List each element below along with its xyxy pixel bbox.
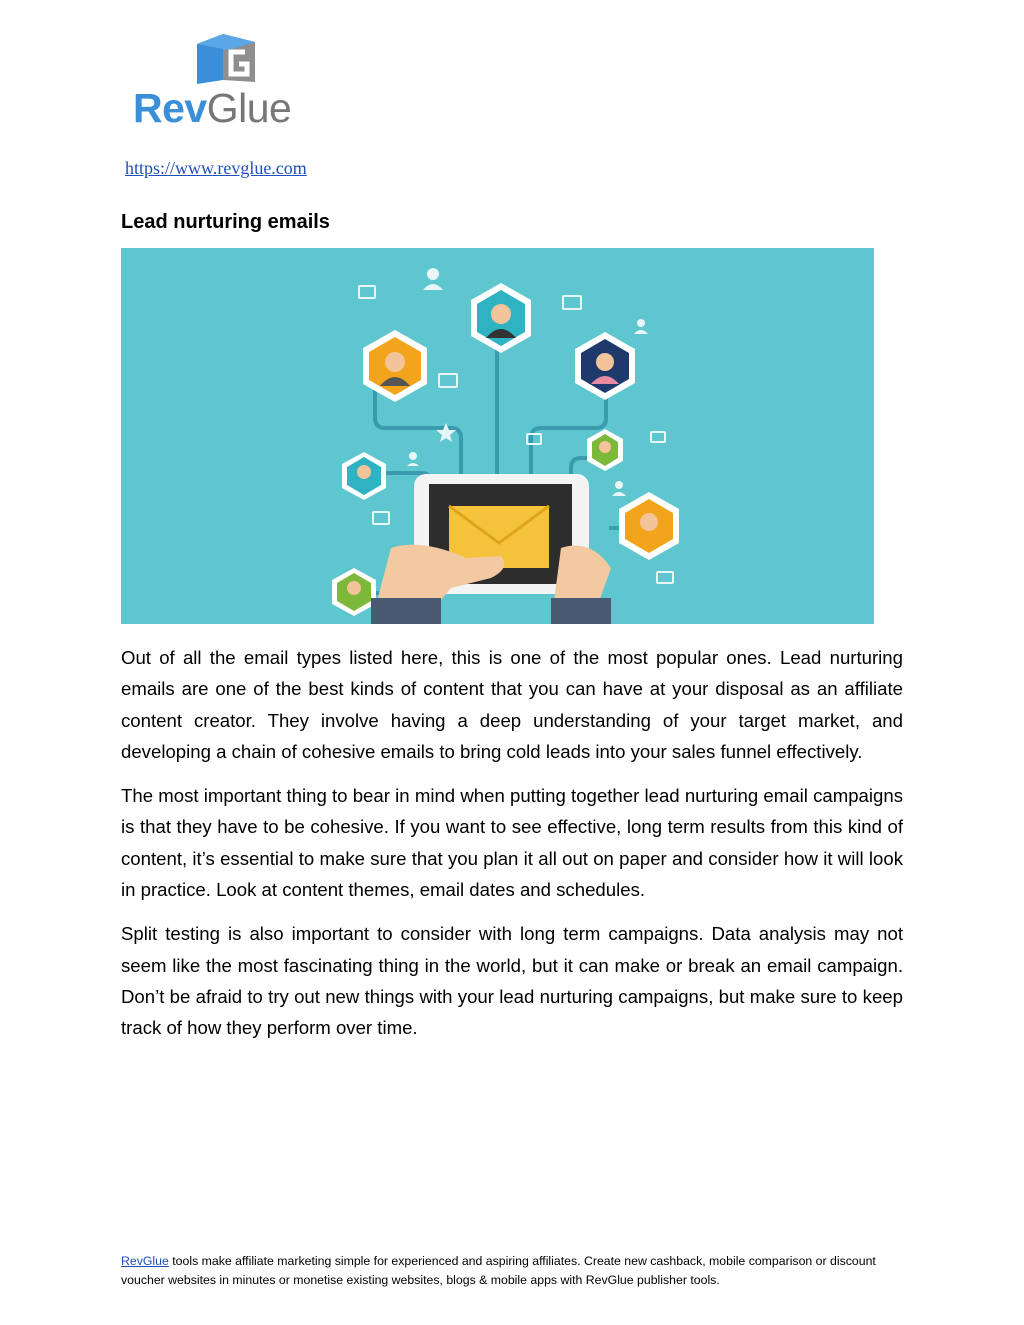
article-body [121,642,903,1057]
logo-wordmark: RevGlue [133,85,292,131]
paragraph: The most important thing to bear in mind when putting together lead nurturing email campaigns is that they have to be cohesive. If you want to see effective, long term results from this kind of content, it’s essential to make sure that you plan it all out on paper and consider how it will look in practice. Look at content themes, email dates and schedules. [121,785,903,901]
footer-note [121,1252,921,1289]
footer-revglue-link[interactable]: RevGlue [121,1254,169,1268]
site-url-link[interactable]: https://www.revglue.com [125,158,307,178]
lead-nurturing-email-illustration [121,248,874,624]
section-title: Lead nurturing emails [121,211,330,233]
revglue-cube-icon [193,32,261,88]
paragraph: Out of all the email types listed here, this is one of the most popular ones. Lead nurturing emails are one of the best kinds of content that you can have at your disposal as an affiliate content creator. They involve having a deep understanding of your target market, and developing a chain of cohesive emails to bring cold leads into your sales funnel effectively. [121,647,903,762]
footer-text: tools make affiliate marketing simple for experienced and aspiring affiliates. Create new cashback, mobile comparison or discount voucher websites in minutes or monetise existing websites, blogs & mobile apps with RevGlue publisher tools. [121,1254,876,1287]
revglue-logo[interactable] [133,32,323,131]
paragraph: Split testing is also important to consider with long term campaigns. Data analysis may not seem like the most fascinating thing in the world, but it can make or break an email campaign. Don’t be afraid to try out new things with your lead nurturing campaigns, but make sure to keep track of how they perform over time. [121,923,903,1039]
